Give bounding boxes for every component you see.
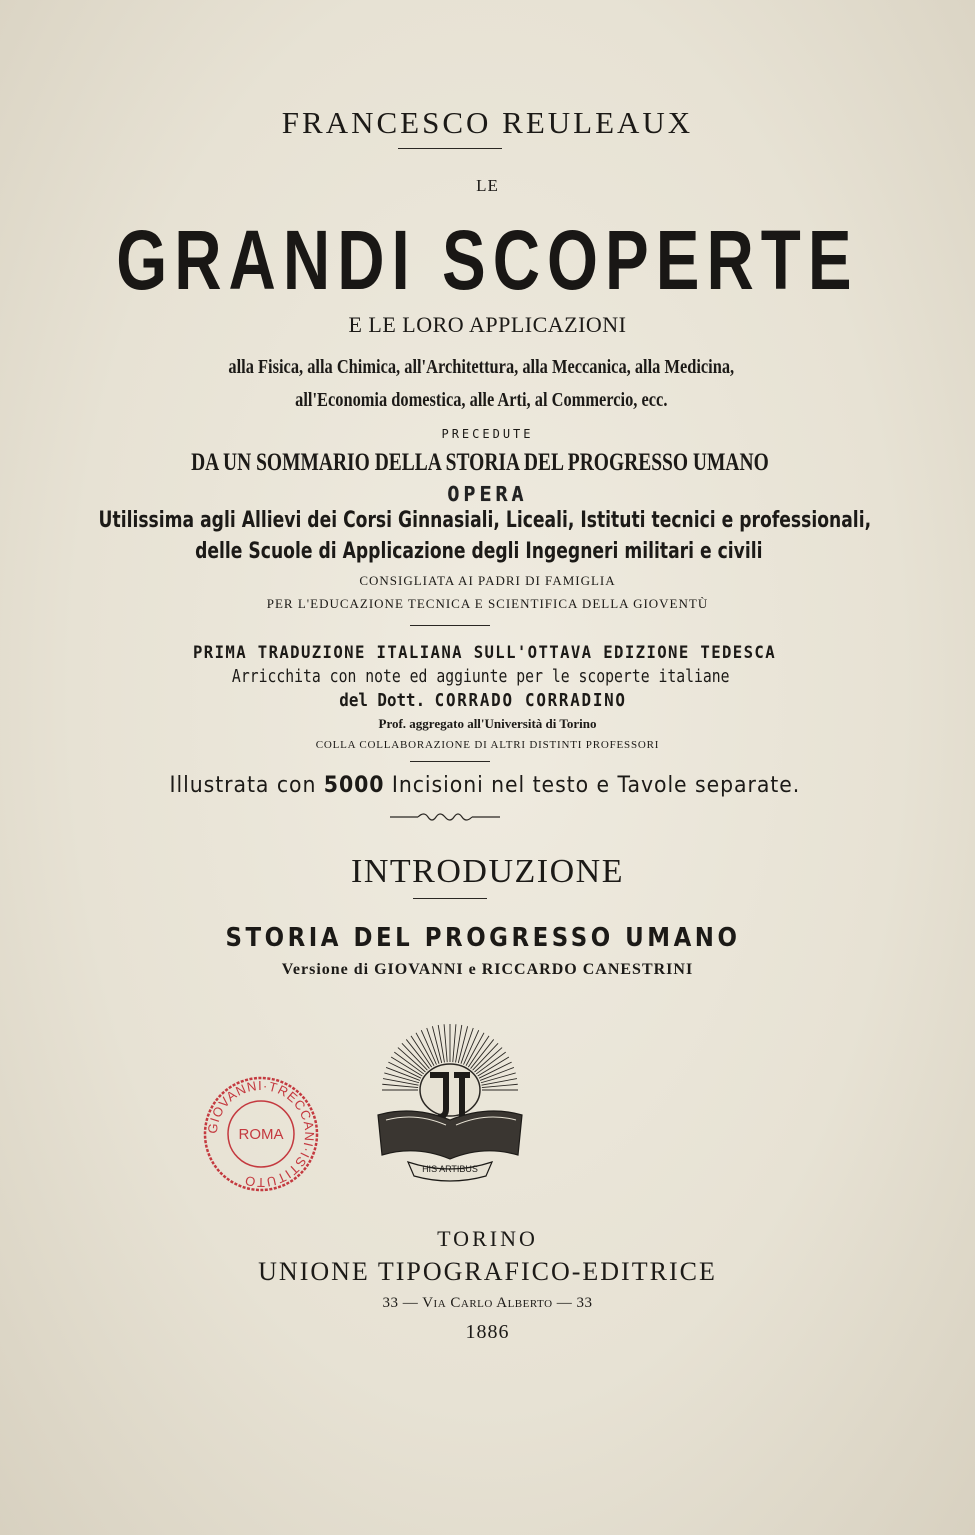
recommend-line-2: PER L'EDUCAZIONE TECNICA E SCIENTIFICA DELLA GIOVENTÙ	[266, 596, 709, 611]
emblem-ray	[453, 1024, 456, 1062]
sommario-heading: DA UN SOMMARIO DELLA STORIA DEL PROGRESSO UMANO	[191, 449, 769, 476]
stamp-center-text: ROMA	[238, 1126, 284, 1143]
divider-rule	[398, 148, 502, 149]
divider-rule	[410, 625, 490, 626]
enriched-line: Arricchita con note ed aggiunte per le scoperte italiane	[231, 666, 730, 687]
section-title: INTRODUZIONE	[351, 853, 624, 890]
version-prefix: Versione di	[281, 961, 370, 978]
section-subtitle: STORIA DEL PROGRESSO UMANO	[225, 923, 741, 953]
editor-name: CORRADO CORRADINO	[434, 690, 627, 711]
opera-label: OPERA	[447, 482, 528, 506]
editor-role: Prof. aggregato all'Università di Torino	[378, 716, 597, 731]
divider-rule	[413, 898, 487, 899]
emblem-ray	[482, 1084, 518, 1087]
emblem-ray	[383, 1079, 418, 1086]
imprint-city: TORINO	[437, 1226, 538, 1251]
emblem-ray	[406, 1039, 429, 1068]
fields-line-1: alla Fisica, alla Chimica, all'Architettura, alla Meccanica, alla Medicina,	[228, 356, 735, 378]
imprint-publisher: UNIONE TIPOGRAFICO-EDITRICE	[258, 1257, 717, 1286]
publisher-emblem-icon	[368, 1020, 533, 1185]
library-stamp-icon	[202, 1075, 320, 1193]
illustrations-post: Incisioni nel testo e Tavole separate.	[391, 773, 801, 798]
collaboration-line: COLLA COLLABORAZIONE DI ALTRI DISTINTI PROFESSORI	[315, 739, 660, 751]
emblem-ray	[382, 1084, 418, 1087]
editor-prefix: del Dott.	[339, 690, 426, 711]
version-names: GIOVANNI e RICCARDO CANESTRINI	[374, 961, 694, 978]
fields-line-2: all'Economia domestica, alle Arti, al Commercio, ecc.	[295, 389, 668, 411]
title-article: LE	[476, 176, 499, 195]
book-title: GRANDI SCOPERTE	[116, 213, 859, 307]
illustrations-line	[32, 775, 939, 797]
emblem-ray	[444, 1024, 447, 1062]
recommend-line-1: CONSIGLIATA AI PADRI DI FAMIGLIA	[359, 573, 616, 588]
divider-rule	[410, 761, 490, 762]
stamp-ring-text: GIOVANNI·TRECCANI·ISTITUTO	[204, 1077, 318, 1191]
emblem-ray	[471, 1039, 494, 1068]
illustrations-pre: Illustrata con	[169, 773, 317, 798]
editor-line	[54, 692, 912, 710]
illustrations-count: 5000	[323, 773, 385, 798]
imprint-year: 1886	[465, 1321, 510, 1343]
imprint-address: 33 — Via Carlo Alberto — 33	[382, 1295, 593, 1311]
audience-line-2: delle Scuole di Applicazione degli Ingegneri militari e civili	[195, 539, 763, 564]
emblem-ray	[438, 1025, 444, 1062]
book-subtitle: E LE LORO APPLICAZIONI	[348, 312, 627, 337]
author-name: FRANCESCO REULEAUX	[281, 105, 694, 140]
audience-line-1: Utilissima agli Allievi dei Corsi Ginnasiali, Liceali, Istituti tecnici e professionali,	[98, 508, 872, 533]
precedute-label: PRECEDUTE	[441, 427, 534, 441]
translation-line: PRIMA TRADUZIONE ITALIANA SULL'OTTAVA EDIZIONE TEDESCA	[193, 643, 776, 663]
version-line	[0, 962, 975, 978]
ornament-icon	[390, 810, 500, 824]
emblem-ray	[482, 1079, 517, 1086]
emblem-motto: HIS ARTIBUS	[422, 1164, 478, 1174]
emblem-ray	[456, 1025, 462, 1062]
